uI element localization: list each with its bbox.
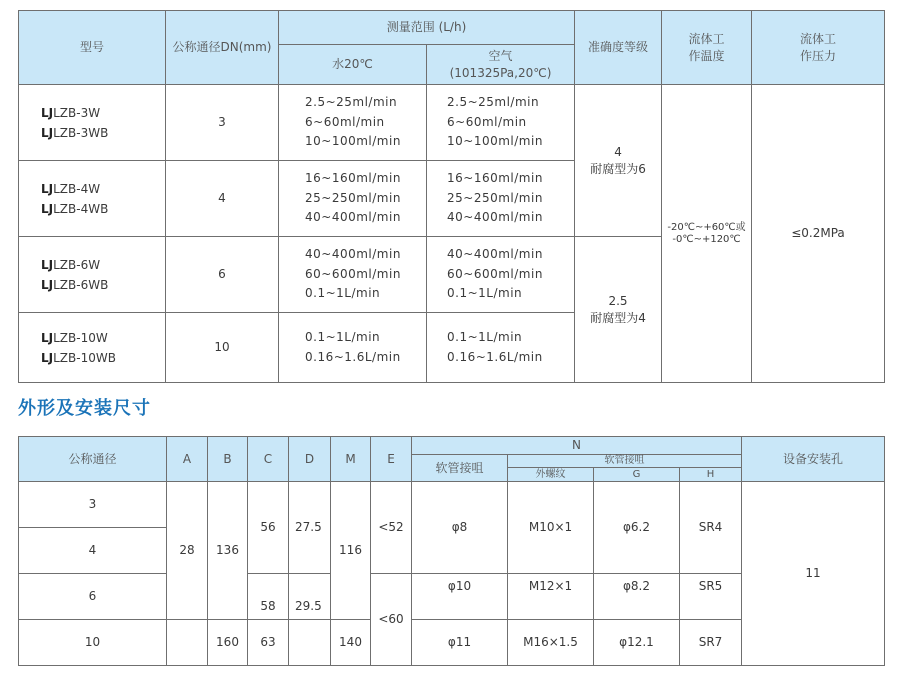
model-cell xyxy=(19,237,166,313)
dn-value: 4 xyxy=(166,161,279,237)
air-range: 0.1~1L/min 0.16~1.6L/min xyxy=(427,313,575,383)
model-name: LJLZB-6W xyxy=(41,257,101,272)
a-value-blank xyxy=(167,620,208,666)
header-h: H xyxy=(680,468,742,482)
spec-table xyxy=(18,10,885,383)
g-value: φ6.2 xyxy=(594,482,680,574)
header-e: E xyxy=(371,437,412,482)
header-range: 测量范围 (L/h) xyxy=(279,11,575,45)
header-n: N xyxy=(412,437,742,455)
model-cell xyxy=(19,161,166,237)
a-value: 28 xyxy=(167,482,208,620)
header-a: A xyxy=(167,437,208,482)
b-value: 160 xyxy=(208,620,248,666)
header-ext-thread: 外螺纹 xyxy=(508,468,594,482)
thread-value: M12×1 xyxy=(508,574,594,620)
g-value: φ12.1 xyxy=(594,620,680,666)
mount-holes-value: 11 xyxy=(742,482,885,666)
header-nominal-dn: 公称通径DN(mm) xyxy=(166,11,279,85)
accuracy-value: 2.5 耐腐型为4 xyxy=(575,237,662,383)
model-cell xyxy=(19,85,166,161)
air-range: 16~160ml/min 25~250ml/min 40~400ml/min xyxy=(427,161,575,237)
header-temperature-line2: 作温度 xyxy=(688,48,725,63)
header-hose: 软管接咀 xyxy=(412,455,508,482)
header-accuracy: 准确度等级 xyxy=(575,11,662,85)
header-air-line2: (101325Pa,20℃) xyxy=(449,65,552,80)
header-temperature-line1: 流体工 xyxy=(688,32,725,47)
header-nominal: 公称通径 xyxy=(19,437,167,482)
c-value: 56 xyxy=(248,482,289,574)
header-air-line1: 空气 xyxy=(488,49,513,64)
hose-value: φ8 xyxy=(412,482,508,574)
dn-cell: 10 xyxy=(19,620,167,666)
d-value: 29.5 xyxy=(289,574,331,620)
header-m: M xyxy=(331,437,371,482)
model-name: LJLZB-4WB xyxy=(41,201,109,216)
header-b: B xyxy=(208,437,248,482)
header-d: D xyxy=(289,437,331,482)
d-value-blank xyxy=(289,620,331,666)
e-value: <60 xyxy=(371,574,412,666)
thread-value: M16×1.5 xyxy=(508,620,594,666)
water-range: 2.5~25ml/min 6~60ml/min 10~100ml/min xyxy=(279,85,427,161)
model-name: LJLZB-3WB xyxy=(41,125,109,140)
e-value: <52 xyxy=(371,482,412,574)
thread-value: M10×1 xyxy=(508,482,594,574)
dn-cell: 3 xyxy=(19,482,167,528)
section-title: 外形及安装尺寸 xyxy=(18,398,151,419)
header-pressure-line2: 作压力 xyxy=(800,48,837,63)
header-g: G xyxy=(594,468,680,482)
header-model: 型号 xyxy=(19,11,166,85)
c-value: 63 xyxy=(248,620,289,666)
header-temperature xyxy=(662,11,752,85)
h-value: SR4 xyxy=(680,482,742,574)
b-value: 136 xyxy=(208,482,248,620)
accuracy-value: 4 耐腐型为6 xyxy=(575,85,662,237)
model-name: LJLZB-4W xyxy=(41,181,101,196)
water-range: 40~400ml/min 60~600ml/min 0.1~1L/min xyxy=(279,237,427,313)
model-name: LJLZB-6WB xyxy=(41,277,109,292)
air-range: 40~400ml/min 60~600ml/min 0.1~1L/min xyxy=(427,237,575,313)
dimension-table xyxy=(18,436,885,666)
model-name: LJLZB-10W xyxy=(41,330,108,345)
dn-cell: 4 xyxy=(19,528,167,574)
m-value: 116 xyxy=(331,482,371,620)
pressure-value: ≤0.2MPa xyxy=(752,85,885,383)
dn-value: 6 xyxy=(166,237,279,313)
air-range: 2.5~25ml/min 6~60ml/min 10~100ml/min xyxy=(427,85,575,161)
c-value: 58 xyxy=(248,574,289,620)
g-value: φ8.2 xyxy=(594,574,680,620)
header-water: 水20℃ xyxy=(279,45,427,85)
header-air xyxy=(427,45,575,85)
model-name: LJLZB-10WB xyxy=(41,350,116,365)
d-value: 27.5 xyxy=(289,482,331,574)
temperature-value: -20℃~+60℃或 -0℃~+120℃ xyxy=(662,85,752,383)
model-name: LJLZB-3W xyxy=(41,105,101,120)
header-pressure-line1: 流体工 xyxy=(800,32,837,47)
header-pressure xyxy=(752,11,885,85)
hose-value: φ11 xyxy=(412,620,508,666)
header-hard: 软管接咀 xyxy=(508,455,742,468)
model-cell xyxy=(19,313,166,383)
header-c: C xyxy=(248,437,289,482)
header-mount-holes: 设备安装孔 xyxy=(742,437,885,482)
dn-value: 3 xyxy=(166,85,279,161)
m-value: 140 xyxy=(331,620,371,666)
h-value: SR7 xyxy=(680,620,742,666)
dn-cell: 6 xyxy=(19,574,167,620)
h-value: SR5 xyxy=(680,574,742,620)
hose-value: φ10 xyxy=(412,574,508,620)
dn-value: 10 xyxy=(166,313,279,383)
water-range: 16~160ml/min 25~250ml/min 40~400ml/min xyxy=(279,161,427,237)
water-range: 0.1~1L/min 0.16~1.6L/min xyxy=(279,313,427,383)
